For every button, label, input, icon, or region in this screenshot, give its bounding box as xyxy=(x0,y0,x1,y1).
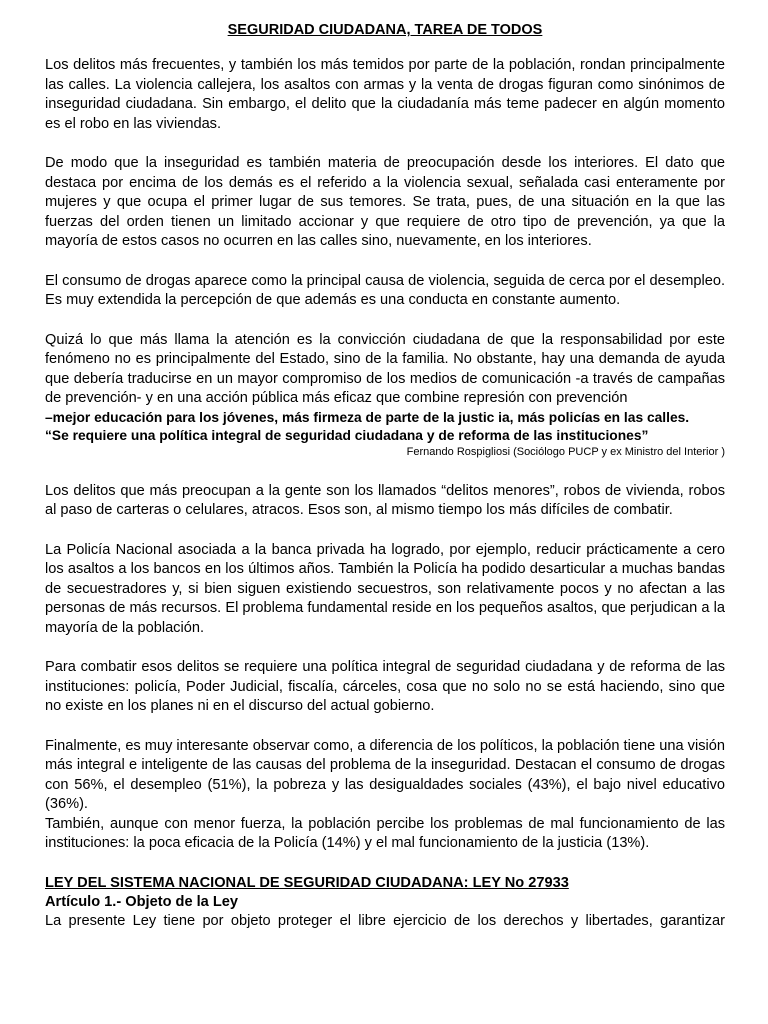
paragraph-5: Los delitos que más preocupan a la gente son los llamados “delitos menores”, robos de vivienda, robos al paso de carteras o celulares, atracos. Esos son, al mismo tiempo los más difíciles de combatir. xyxy=(45,482,725,518)
law-title: LEY DEL SISTEMA NACIONAL DE SEGURIDAD CIUDADANA: LEY No 27933 xyxy=(45,874,569,891)
paragraph-3: El consumo de drogas aparece como la principal causa de violencia, seguida de cerca por el desempleo. Es muy extendida la percepción de que además es una conducta en constante aumento. xyxy=(45,272,725,308)
quote-attribution: Fernando Rospigliosi (Sociólogo PUCP y ex Ministro del Interior ) xyxy=(406,445,725,458)
article-title: Artículo 1.- Objeto de la Ley xyxy=(45,893,238,910)
quote-line-1: –mejor educación para los jóvenes, más firmeza de parte de la justic ia, más policías en las calles. xyxy=(45,409,690,425)
paragraph-8: Finalmente, es muy interesante observar como, a diferencia de los políticos, la población tiene una visión más integral e inteligente de las causas del problema de la inseguridad. Destacan el consumo de drogas con 56%, el desempleo (51%), la pobreza y las desigualdades sociales (43%), el bajo nivel educativo (36%). xyxy=(45,737,725,812)
paragraph-2: De modo que la inseguridad es también materia de preocupación desde los interiores. El dato que destaca por encima de los demás es el referido a la violencia sexual, señalada casi enteramente por mujeres y que ocupa el primer lugar de sus temores. Se trata, pues, de una situación en la que las fuerzas del orden tienen un limitado accionar y que requiere de otro tipo de prevención, ya que la mayoría de estos casos no ocurren en las calles sino, nuevamente, en los interiores. xyxy=(45,155,725,249)
quote-line-2: “Se requiere una política integral de seguridad ciudadana y de reforma de las instituciones” xyxy=(45,427,649,443)
paragraph-6: La Policía Nacional asociada a la banca privada ha logrado, por ejemplo, reducir prácticamente a cero los asaltos a los bancos en los últimos años. También la Policía ha podido desarticular a muchas bandas de secuestradores y, si bien siguen existiendo secuestros, son relativamente pocos y no afectan a las personas de más recursos. El problema fundamental reside en los pequeños asaltos, que perjudican a la mayoría de la población. xyxy=(45,541,725,636)
paragraph-7: Para combatir esos delitos se requiere una política integral de seguridad ciudadana y de reforma de las instituciones: policía, Poder Judicial, fiscalía, cárceles, cosa que no solo no se está haciendo, sino que no existe en los planes ni en el discurso del actual gobierno. xyxy=(45,659,725,714)
document-title: SEGURIDAD CIUDADANA, TAREA DE TODOS xyxy=(227,22,543,38)
paragraph-4: Quizá lo que más llama la atención es la convicción ciudadana de que la responsabilidad por este fenómeno no es principalmente del Estado, sino de la familia. No obstante, hay una demanda de ayuda que debería traducirse en un mayor compromiso de los medios de comunicación -a través de campañas de prevención- y en una acción pública más eficaz que combine represión con prevención xyxy=(45,331,725,406)
paragraph-1: Los delitos más frecuentes, y también los más temidos por parte de la población, rondan principalmente las calles. La violencia callejera, los asaltos con armas y la venta de drogas figuran como sinónimos de inseguridad ciudadana. Sin embargo, el delito que la ciudadanía más teme padecer en algún momento es el robo en las viviendas. xyxy=(45,57,725,132)
article-text: La presente Ley tiene por objeto proteger el libre ejercicio de los derechos y libertades, garantizar xyxy=(45,912,725,929)
paragraph-9: También, aunque con menor fuerza, la población percibe los problemas de mal funcionamiento de las instituciones: la poca eficacia de la Policía (14%) y el mal funcionamiento de la justicia (13%). xyxy=(45,815,725,851)
